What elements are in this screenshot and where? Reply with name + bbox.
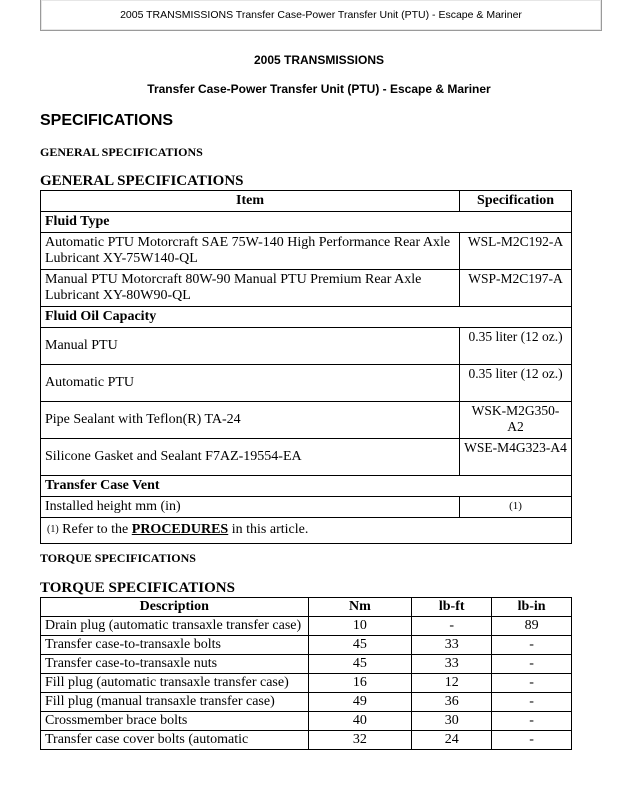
item-cell: Manual PTU [41, 328, 460, 365]
column-header-lb-in: lb-in [492, 598, 572, 617]
nm-cell: 32 [308, 731, 412, 750]
lb-ft-cell: 33 [412, 655, 492, 674]
general-specifications-table-title: GENERAL SPECIFICATIONS [40, 173, 244, 189]
description-cell: Transfer case-to-transaxle bolts [41, 636, 309, 655]
footnote-mark: (1) [47, 524, 59, 535]
lb-ft-cell: 36 [412, 693, 492, 712]
item-cell: Automatic PTU [41, 365, 460, 402]
table-row [41, 636, 572, 655]
table-row [41, 233, 572, 270]
description-cell: Crossmember brace bolts [41, 712, 309, 731]
section-row-fluid-oil-capacity [41, 307, 572, 328]
header-bar-text: 2005 TRANSMISSIONS Transfer Case-Power Transfer Unit (PTU) - Escape & Mariner [120, 9, 522, 21]
table-row [41, 497, 572, 518]
lb-ft-cell: 12 [412, 674, 492, 693]
spec-cell: 0.35 liter (12 oz.) [460, 328, 572, 365]
footnote-text-before: Refer to the [58, 522, 132, 537]
lb-in-cell: - [492, 655, 572, 674]
table-row [41, 731, 572, 750]
lb-ft-cell: 30 [412, 712, 492, 731]
item-cell: Automatic PTU Motorcraft SAE 75W-140 High Performance Rear Axle Lubricant XY-75W140-QL [41, 233, 460, 270]
lb-ft-cell: 33 [412, 636, 492, 655]
lb-in-cell: - [492, 674, 572, 693]
spec-cell: WSL-M2C192-A [460, 233, 572, 270]
column-header-lb-ft: lb-ft [412, 598, 492, 617]
item-cell: Pipe Sealant with Teflon(R) TA-24 [41, 402, 460, 439]
header-bar [40, 0, 602, 31]
section-label: Fluid Oil Capacity [41, 307, 572, 328]
torque-table-body [41, 617, 572, 750]
table-row [41, 655, 572, 674]
table-row [41, 402, 572, 439]
lb-ft-cell: - [412, 617, 492, 636]
description-cell: Drain plug (automatic transaxle transfer case) [41, 617, 309, 636]
item-cell: Silicone Gasket and Sealant F7AZ-19554-EA [41, 439, 460, 476]
torque-specifications-table-title: TORQUE SPECIFICATIONS [40, 580, 235, 596]
footnote [41, 518, 572, 544]
section-label: Fluid Type [41, 212, 572, 233]
table-header-row [41, 191, 572, 212]
procedures-link[interactable]: PROCEDURES [131, 522, 229, 537]
table-row [41, 693, 572, 712]
description-cell: Transfer case cover bolts (automatic [41, 731, 309, 750]
table-row [41, 617, 572, 636]
column-header-item: Item [41, 191, 460, 212]
description-cell: Fill plug (automatic transaxle transfer case) [41, 674, 309, 693]
lb-in-cell: 89 [492, 617, 572, 636]
document-title: 2005 TRANSMISSIONS [253, 53, 385, 67]
item-cell: Manual PTU Motorcraft 80W-90 Manual PTU Premium Rear Axle Lubricant XY-80W90-QL [41, 270, 460, 307]
table-row [41, 674, 572, 693]
lb-in-cell: - [492, 693, 572, 712]
table-header-row [41, 598, 572, 617]
nm-cell: 45 [308, 636, 412, 655]
description-cell: Transfer case-to-transaxle nuts [41, 655, 309, 674]
lb-ft-cell: 24 [412, 731, 492, 750]
section-label: Transfer Case Vent [41, 476, 572, 497]
nm-cell: 49 [308, 693, 412, 712]
table-row [41, 328, 572, 365]
torque-specifications-subheading: TORQUE SPECIFICATIONS [40, 551, 196, 565]
column-header-nm: Nm [308, 598, 412, 617]
table-row [41, 270, 572, 307]
general-specifications-table [40, 190, 572, 544]
lb-in-cell: - [492, 636, 572, 655]
specifications-heading: SPECIFICATIONS [40, 112, 174, 129]
lb-in-cell: - [492, 731, 572, 750]
item-cell: Installed height mm (in) [41, 497, 460, 518]
table-row [41, 365, 572, 402]
column-header-description: Description [41, 598, 309, 617]
document-subtitle: Transfer Case-Power Transfer Unit (PTU) - Escape & Mariner [147, 82, 491, 96]
description-cell: Fill plug (manual transaxle transfer case) [41, 693, 309, 712]
table-row [41, 439, 572, 476]
spec-cell: WSE-M4G323-A4 [460, 439, 572, 476]
table-row [41, 712, 572, 731]
footnote-text-after: in this article. [228, 522, 309, 537]
nm-cell: 10 [308, 617, 412, 636]
lb-in-cell: - [492, 712, 572, 731]
section-row-fluid-type [41, 212, 572, 233]
footnote-row [41, 518, 572, 544]
general-specifications-subheading: GENERAL SPECIFICATIONS [40, 145, 203, 159]
spec-cell: WSP-M2C197-A [460, 270, 572, 307]
nm-cell: 40 [308, 712, 412, 731]
nm-cell: 45 [308, 655, 412, 674]
spec-cell: WSK-M2G350-A2 [460, 402, 572, 439]
spec-cell: (1) [460, 497, 572, 518]
torque-specifications-table [40, 597, 572, 750]
section-row-transfer-case-vent [41, 476, 572, 497]
nm-cell: 16 [308, 674, 412, 693]
spec-cell: 0.35 liter (12 oz.) [460, 365, 572, 402]
column-header-specification: Specification [460, 191, 572, 212]
